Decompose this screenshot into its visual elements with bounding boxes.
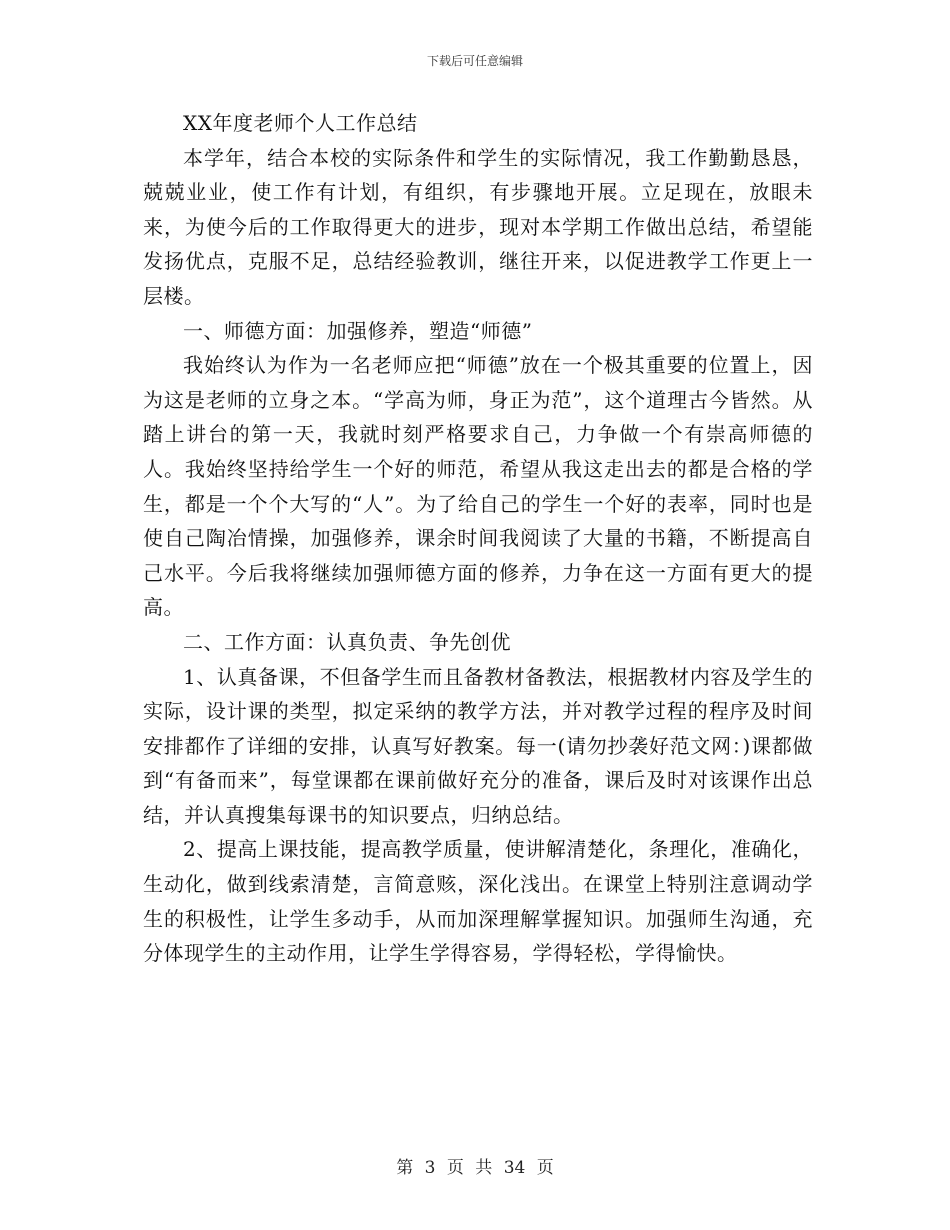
section-heading-work: 二、工作方面：认真负责、争先创优 <box>183 629 511 654</box>
page-number: 第 3 页 共 34 页 <box>396 1158 554 1178</box>
section-heading-ethics: 一、师德方面：加强修养，塑造“师德” <box>183 318 533 343</box>
paragraph-teaching-skill: 2、提高上课技能，提高教学质量，使讲解清楚化，条理化，准确化，生动化，做到线索清楚，言简意赅，深化浅出。在课堂上特别注意调动学生的积极性，让学生多动手，从而加深理解掌握知识。加强师生沟通，充分体现学生的主动作用，让学生学得容易，学得轻松，学得愉快。 <box>143 837 813 966</box>
paragraph-ethics: 我始终认为作为一名老师应把“师德”放在一个极其重要的位置上，因为这是老师的立身之本。“学高为师，身正为范”，这个道理古今皆然。从踏上讲台的第一天，我就时刻严格要求自己，力争做一个有崇高师德的人。我始终坚持给学生一个好的师范，希望从我这走出去的都是合格的学生，都是一个个大写的“人”。为了给自己的学生一个好的表率，同时也是使自己陶冶情操，加强修养，课余时间我阅读了大量的书籍，不断提高自己水平。今后我将继续加强师德方面的修养，力争在这一方面有更大的提高。 <box>143 353 813 620</box>
document-body <box>143 106 813 971</box>
paragraph-intro: 本学年，结合本校的实际条件和学生的实际情况，我工作勤勤恳恳，兢兢业业，使工作有计划，有组织，有步骤地开展。立足现在，放眼未来，为使今后的工作取得更大的进步，现对本学期工作做出总结，希望能发扬优点，克服不足，总结经验教训，继往开来，以促进教学工作更上一层楼。 <box>143 145 813 308</box>
paragraph-lesson-prep: 1、认真备课，不但备学生而且备教材备教法，根据教材内容及学生的实际，设计课的类型，拟定采纳的教学方法，并对教学过程的程序及时间安排都作了详细的安排，认真写好教案。每一(请勿抄袭好范文网：)课都做到“有备而来”，每堂课都在课前做好充分的准备，课后及时对该课作出总结，并认真搜集每课书的知识要点，归纳总结。 <box>143 664 813 827</box>
document-title: XX年度老师个人工作总结 <box>183 111 418 135</box>
header-note: 下载后可任意编辑 <box>426 54 523 68</box>
